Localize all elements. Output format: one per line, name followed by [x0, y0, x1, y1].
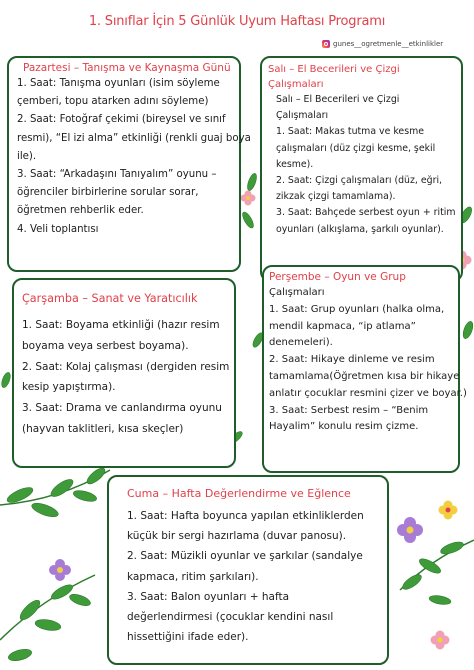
card-line: öğrenciler birbirlerine sorular sorar, — [17, 187, 199, 199]
card-body — [17, 75, 251, 239]
card-line: 1. Saat: Grup oyunları (halka olma, — [269, 303, 445, 315]
card-line: ile). — [17, 150, 37, 162]
card-line: (hayvan taklitleri, kısa skeçler) — [22, 422, 184, 435]
instagram-handle-text: gunes__ogretmenle__etkinlikler — [333, 40, 444, 48]
card-line: zikzak çizgi tamamlama). — [276, 191, 396, 203]
card-heading: Salı – El Becerileri ve Çizgi Çalışmaları — [268, 64, 400, 90]
card-line: değerlendirmesi (çocuklar kendini nasıl — [127, 611, 334, 624]
card-line: Salı – El Becerileri ve Çizgi — [276, 94, 400, 105]
card-persembe — [262, 265, 467, 473]
card-line: resmi), “El izi alma” etkinliği (renkli guaj boya — [17, 132, 251, 144]
card-line: Hayalim” konulu resim çizme. — [269, 421, 419, 433]
card-body — [268, 92, 455, 238]
card-heading: Perşembe – Oyun ve Grup — [269, 271, 406, 283]
card-pazartesi — [7, 56, 251, 272]
card-line: 3. Saat: “Arkadaşını Tanıyalım” oyunu – — [17, 169, 217, 181]
card-body — [269, 285, 467, 436]
card-line: kapmaca, ritim şarkıları). — [127, 570, 259, 583]
card-line: 3. Saat: Serbest resim – “Benim — [269, 404, 429, 416]
card-sali — [260, 56, 463, 282]
card-heading: Çarşamba – Sanat ve Yaratıcılık — [22, 292, 198, 305]
card-line: Çalışmaları — [276, 110, 329, 122]
card-line: kesip yapıştırma). — [22, 381, 116, 394]
card-line: 1. Saat: Boyama etkinliği (hazır resim — [22, 319, 220, 331]
card-line: 2. Saat: Hikaye dinleme ve resim — [269, 354, 435, 366]
card-line: 1. Saat: Hafta boyunca yapılan etkinliklerden — [127, 510, 364, 522]
card-heading: Pazartesi – Tanışma ve Kaynaşma Günü — [23, 62, 231, 74]
card-line: 3. Saat: Drama ve canlandırma oyunu — [22, 402, 222, 415]
card-line: 4. Veli toplantısı — [17, 223, 99, 235]
card-line: 3. Saat: Balon oyunları + hafta — [127, 590, 290, 603]
card-line: 2. Saat: Kolaj çalışması (dergiden resim — [22, 360, 230, 373]
card-line: 2. Saat: Fotoğraf çekimi (bireysel ve sınıf — [17, 114, 226, 126]
card-line: 2. Saat: Çizgi çalışmaları (düz, eğri, — [276, 175, 443, 187]
card-body — [127, 506, 381, 647]
card-line: 2. Saat: Müzikli oyunlar ve şarkılar (sandalye — [127, 550, 363, 563]
card-line: anlatır çocuklar resmini çizer ve boyar.) — [269, 387, 467, 399]
card-line: oyunları (alkışlama, şarkılı oyunlar). — [276, 223, 444, 235]
card-line: öğretmen rehberlik eder. — [17, 205, 144, 217]
card-line: hissettiğini ifade eder). — [127, 631, 249, 644]
card-line: küçük bir sergi hazırlama (duvar panosu). — [127, 530, 347, 543]
instagram-icon — [322, 40, 330, 48]
card-body — [22, 315, 228, 440]
card-line: 3. Saat: Bahçede serbest oyun + ritim — [276, 207, 456, 219]
card-line: 1. Saat: Makas tutma ve kesme — [276, 126, 424, 138]
card-line: denemeleri). — [269, 337, 333, 349]
card-line: kesme). — [276, 158, 314, 170]
page-title: 1. Sınıflar İçin 5 Günlük Uyum Haftası Programı — [88, 14, 386, 29]
instagram-handle — [322, 40, 443, 48]
card-cuma — [107, 475, 389, 665]
card-line: boyama veya serbest boyama). — [22, 339, 189, 352]
card-line: Çalışmaları — [269, 287, 325, 298]
card-line: mendil kapmaca, “ip atlama” — [269, 320, 416, 332]
card-line: çemberi, topu atarken adını söyleme) — [17, 96, 209, 108]
card-line: 1. Saat: Tanışma oyunları (isim söyleme — [17, 78, 220, 89]
card-line: çalışmaları (düz çizgi kesme, şekil — [276, 142, 436, 154]
card-carsamba — [12, 278, 236, 468]
card-heading: Cuma – Hafta Değerlendirme ve Eğlence — [127, 487, 351, 500]
card-line: tamamlama(Öğretmen kısa bir hikaye — [269, 370, 460, 382]
